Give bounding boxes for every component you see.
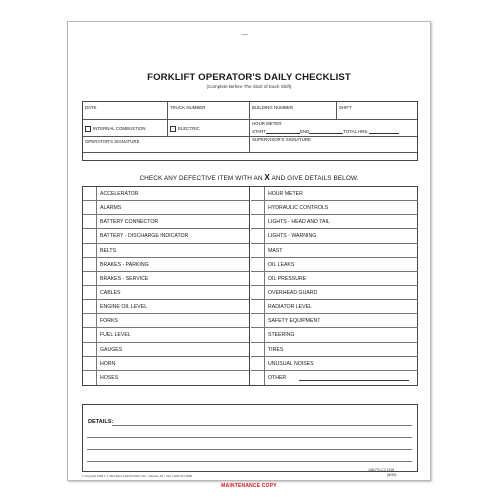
copyright-text: © Copyright 1999 J. J. KELLER & ASSOCIATES, INC. • Neenah, WI • USA • (800) 327-6868 <box>82 475 192 478</box>
checklist-item-label: OIL PRESSURE <box>268 275 307 282</box>
checklist-row <box>251 215 418 229</box>
checklist-item-label: ALARMS <box>100 205 122 212</box>
defect-checkbox[interactable] <box>251 187 265 200</box>
start-field[interactable] <box>266 133 300 134</box>
header-divider <box>336 102 337 119</box>
checklist-item-label: GAUGES <box>100 346 123 353</box>
checklist-item-label: ENGINE OIL LEVEL <box>100 304 148 311</box>
defect-checkbox[interactable] <box>251 357 265 370</box>
defect-checkbox[interactable] <box>83 258 97 271</box>
checklist-row <box>83 328 250 342</box>
checklist-item-label: STEERING <box>268 332 295 339</box>
shift-label: SHIFT <box>339 105 352 110</box>
electric-option[interactable] <box>170 126 200 132</box>
defect-checkbox[interactable] <box>251 201 265 214</box>
operator-signature-label: OPERATOR'S SIGNATURE <box>85 139 140 144</box>
defect-checkbox[interactable] <box>83 201 97 214</box>
defect-checkbox[interactable] <box>251 258 265 271</box>
defect-checkbox[interactable] <box>251 371 265 385</box>
checklist-item-label: BELTS <box>100 247 117 254</box>
checklist-item-label: BATTERY CONNECTOR <box>100 219 159 226</box>
details-line[interactable] <box>87 461 412 462</box>
checklist-row <box>83 300 250 314</box>
checklist-item-label: OVERHEAD GUARD <box>268 289 318 296</box>
total-hrs-label: TOTAL HRS. <box>343 129 369 134</box>
checklist-row <box>251 187 418 201</box>
checklist-row <box>83 272 250 286</box>
checklist-row <box>83 314 250 328</box>
header-divider <box>167 102 168 119</box>
checklist-item-label: CABLES <box>100 289 121 296</box>
checklist-row <box>251 229 418 243</box>
checklist-item-label: BRAKES - SERVICE <box>100 275 149 282</box>
checklist-item-label: HOUR METER <box>268 191 303 197</box>
defect-checkbox[interactable] <box>251 343 265 356</box>
header-divider <box>83 152 417 153</box>
checklist-row <box>83 343 250 357</box>
defect-checkbox[interactable] <box>251 272 265 285</box>
checklist-row <box>251 201 418 215</box>
defect-checkbox[interactable] <box>251 244 265 257</box>
electric-label: ELECTRIC <box>178 126 200 132</box>
form-code: 198-FS-C2 2118 <box>368 468 395 472</box>
electric-checkbox[interactable] <box>170 126 176 132</box>
defect-checkbox[interactable] <box>83 300 97 313</box>
checklist-row <box>83 357 250 371</box>
other-field[interactable] <box>299 380 409 381</box>
defect-checkbox[interactable] <box>83 244 97 257</box>
form-date: (8/99) <box>387 473 397 477</box>
defect-checkbox[interactable] <box>83 272 97 285</box>
column-divider <box>249 187 250 385</box>
defect-checkbox[interactable] <box>83 215 97 228</box>
checklist-table <box>82 186 418 386</box>
building-number-label: BUILDING NUMBER <box>252 105 293 110</box>
checklist-row <box>83 244 250 258</box>
defect-checkbox[interactable] <box>83 229 97 242</box>
checklist-item-label: FUEL LEVEL <box>100 332 131 339</box>
details-line[interactable] <box>87 437 412 438</box>
checklist-row <box>83 286 250 300</box>
total-hrs-field[interactable] <box>369 133 399 134</box>
checklist-row <box>251 258 418 272</box>
form-title: FORKLIFT OPERATOR'S DAILY CHECKLIST <box>147 72 351 83</box>
checklist-row <box>251 300 418 314</box>
checklist-item-label: ACCELERATOR <box>100 191 139 197</box>
details-section <box>82 404 418 472</box>
checklist-item-label: UNUSUAL NOISES <box>268 360 314 367</box>
checklist-row <box>83 371 250 385</box>
checklist-item-label: LIGHTS - WARNING <box>268 233 317 240</box>
checklist-item-label: BRAKES - PARKING <box>100 261 149 268</box>
checklist-item-label: SAFETY EQUIPMENT <box>268 318 321 325</box>
checklist-row <box>83 258 250 272</box>
end-field[interactable] <box>309 133 343 134</box>
checklist-row <box>251 328 418 342</box>
checklist-item-label: OIL LEAKS <box>268 261 295 268</box>
internal-combustion-label: INTERNAL COMBUSTION <box>93 126 146 132</box>
defect-checkbox[interactable] <box>251 229 265 242</box>
defect-checkbox[interactable] <box>251 286 265 299</box>
checklist-row <box>83 201 250 215</box>
defect-checkbox[interactable] <box>251 314 265 327</box>
checklist-item-label: RADIATOR LEVEL <box>268 304 312 311</box>
date-label: DATE <box>85 105 97 110</box>
start-label: START <box>252 129 266 134</box>
header-divider <box>167 119 168 136</box>
truck-number-label: TRUCK NUMBER <box>170 105 206 110</box>
defect-checkbox[interactable] <box>83 314 97 327</box>
details-line[interactable] <box>87 449 412 450</box>
header-block <box>82 101 418 161</box>
checklist-row <box>251 314 418 328</box>
checklist-form <box>67 21 431 489</box>
maintenance-copy-label: MAINTENANCE COPY <box>221 483 277 489</box>
checklist-row <box>83 215 250 229</box>
checklist-item-label: OTHER <box>268 374 287 381</box>
supervisor-signature-label: SUPERVISOR'S SIGNATURE <box>252 137 311 142</box>
header-divider <box>83 136 417 137</box>
hour-meter-label: HOUR METER <box>252 121 282 126</box>
header-divider <box>249 102 250 119</box>
checklist-item-label: FORKS <box>100 318 118 325</box>
defect-checkbox[interactable] <box>83 343 97 356</box>
header-divider <box>249 119 250 152</box>
header-divider <box>83 119 417 120</box>
checklist-item-label: MAST <box>268 247 283 254</box>
instruction-text: CHECK ANY DEFECTIVE ITEM WITH AN X AND GIVE DETAILS BELOW. <box>139 173 359 182</box>
defect-checkbox[interactable] <box>83 187 97 200</box>
checklist-row <box>251 343 418 357</box>
defect-checkbox[interactable] <box>83 357 97 370</box>
checklist-row <box>83 229 250 243</box>
defect-checkbox[interactable] <box>251 215 265 228</box>
details-label: DETAILS: <box>88 419 114 425</box>
defect-checkbox[interactable] <box>251 328 265 341</box>
defect-checkbox[interactable] <box>251 300 265 313</box>
details-line[interactable] <box>112 425 412 426</box>
checklist-row <box>251 286 418 300</box>
defect-checkbox[interactable] <box>83 328 97 341</box>
end-label: END <box>300 129 310 134</box>
checklist-left-column <box>83 187 250 385</box>
checklist-item-label: HOSES <box>100 374 119 381</box>
checklist-item-label: HYDRAULIC CONTROLS <box>268 205 329 212</box>
internal-combustion-option[interactable] <box>85 126 146 132</box>
checklist-item-label: BATTERY - DISCHARGE INDICATOR <box>100 233 189 240</box>
defect-checkbox[interactable] <box>83 286 97 299</box>
form-subtitle: (Complete Before The Start of Each Shift) <box>206 84 292 89</box>
checklist-item-label: LIGHTS - HEAD AND TAIL <box>268 219 330 226</box>
checklist-row <box>251 357 418 371</box>
checklist-row <box>251 371 418 385</box>
checklist-item-label: HORN <box>100 360 116 367</box>
checklist-row <box>251 244 418 258</box>
checklist-row <box>83 187 250 201</box>
defect-checkbox[interactable] <box>83 371 97 385</box>
checklist-row <box>251 272 418 286</box>
internal-combustion-checkbox[interactable] <box>85 126 91 132</box>
hour-meter-fields <box>252 129 399 134</box>
top-dash: — <box>242 32 248 38</box>
checklist-right-column <box>251 187 418 385</box>
checklist-item-label: TIRES <box>268 346 284 353</box>
